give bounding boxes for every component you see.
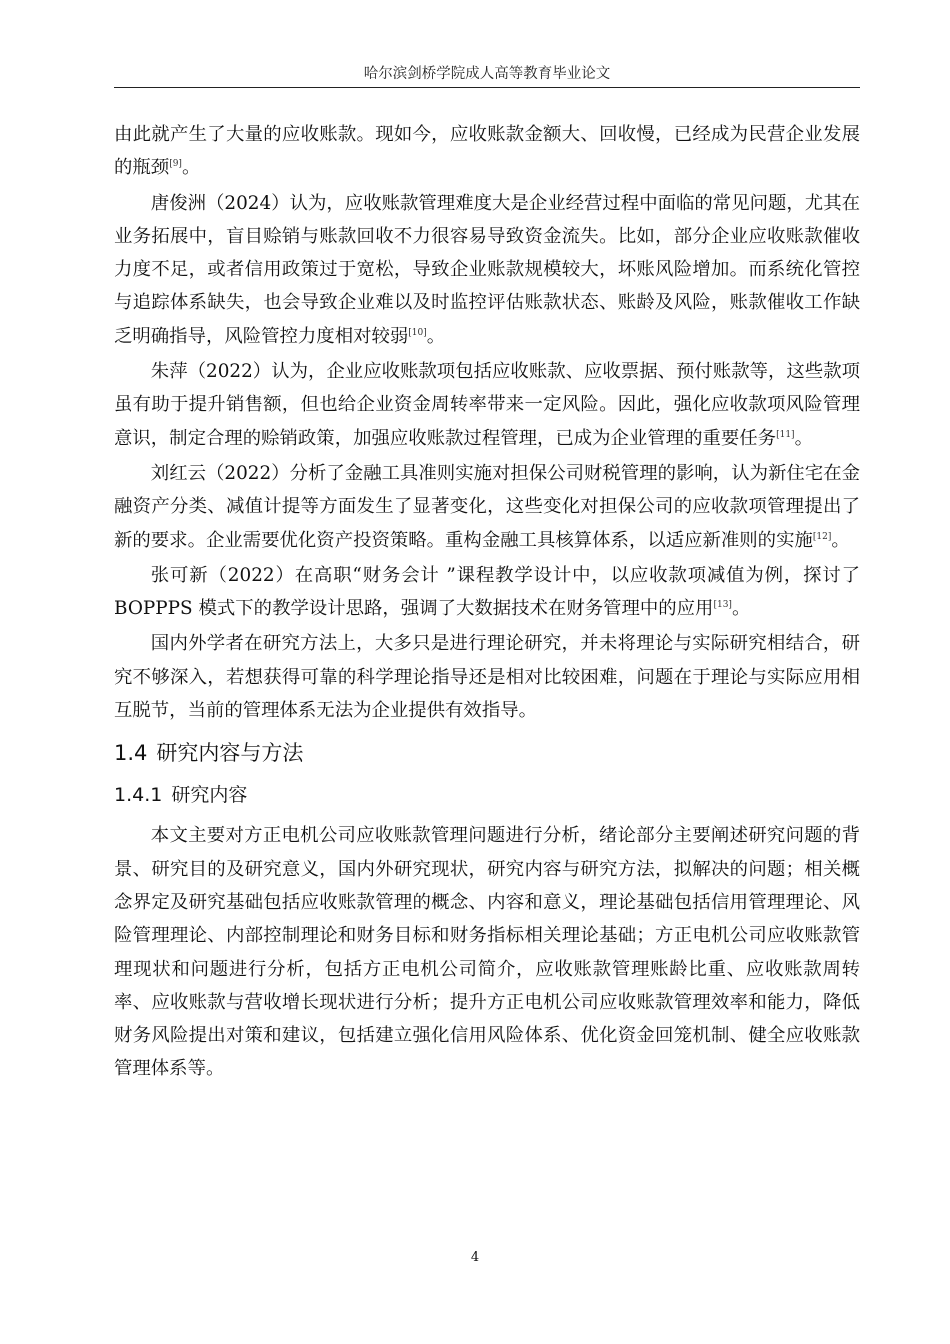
citation[interactable]: [12]: [812, 531, 832, 542]
running-header: 哈尔滨剑桥学院成人高等教育毕业论文: [363, 66, 611, 82]
paragraph-zhu: 朱萍（2022）认为，企业应收账款项包括应收账款、应收票据、预付账款等，这些款项虽有助于提升销售额，但也给企业资金周转率带来一定风险。因此，强化应收款项风险管理意识，制定合理的赊销政策，加强应收账款过程管理，已成为企业管理的重要任务[11]。: [114, 361, 860, 449]
paragraph-summary: 国内外学者在研究方法上，大多只是进行理论研究，并未将理论与实际研究相结合，研究不够深入，若想获得可靠的科学理论指导还是相对比较困难，问题在于理论与实际应用相互脱节，当前的管理体系无法为企业提供有效指导。: [114, 633, 860, 722]
page-number: 4: [470, 1250, 480, 1265]
citation[interactable]: [11]: [776, 429, 795, 440]
paragraph-liu: 刘红云（2022）分析了金融工具准则实施对担保公司财税管理的影响，认为新住宅在金融资产分类、减值计提等方面发生了显著变化，这些变化对担保公司的应收款项管理提出了新的要求。企业需要优化资产投资策略。重构金融工具核算体系，以适应新准则的实施[12]。: [114, 462, 860, 551]
header-rule: [114, 87, 860, 88]
paragraph-tang: 唐俊洲（2024）认为，应收账款管理难度大是企业经营过程中面临的常见问题，尤其在业务拓展中，盲目赊销与账款回收不力很容易导致资金流失。比如，部分企业应收账款催收力度不足，或者信用政策过于宽松，导致企业账款规模较大，坏账风险增加。而系统化管控与追踪体系缺失，也会导致企业难以及时监控评估账款状态、账龄及风险，账款催收工作缺乏明确指导，风险管控力度相对较弱[10]。: [114, 192, 860, 347]
paragraph-research-content: 本文主要对方正电机公司应收账款管理问题进行分析，绪论部分主要阐述研究问题的背景、研究目的及研究意义，国内外研究现状，研究内容与研究方法，拟解决的问题；相关概念界定及研究基础包括应收账款管理的概念、内容和意义，理论基础包括信用管理理论、风险管理理论、内部控制理论和财务目标和财务指标相关理论基础；方正电机公司应收账款管理现状和问题进行分析，包括方正电机公司简介，应收账款管理账龄比重、应收账款周转率、应收账款与营收增长现状进行分析；提升方正电机公司应收账款管理效率和能力，降低财务风险提出对策和建议，包括建立强化信用风险体系、优化资金回笼机制、健全应收账款管理体系等。: [114, 825, 860, 1080]
paragraph-zhang: 张可新（2022）在高职“财务会计 ”课程教学设计中，以应收款项减值为例，探讨了 BOPPPS 模式下的教学设计思路，强调了大数据技术在财务管理中的应用[13]。: [114, 564, 860, 620]
citation[interactable]: [10]: [408, 327, 427, 338]
citation[interactable]: [13]: [713, 600, 732, 611]
citation[interactable]: [9]: [169, 159, 182, 170]
section-heading: 1.4 研究内容与方法: [114, 741, 304, 766]
paragraph-continuation: 由此就产生了大量的应收账款。现如今，应收账款金额大、回收慢，已经成为民营企业发展的瓶颈[9]。: [114, 124, 860, 179]
page-content: [114, 118, 860, 1088]
subsection-heading: 1.4.1 研究内容: [114, 784, 248, 807]
